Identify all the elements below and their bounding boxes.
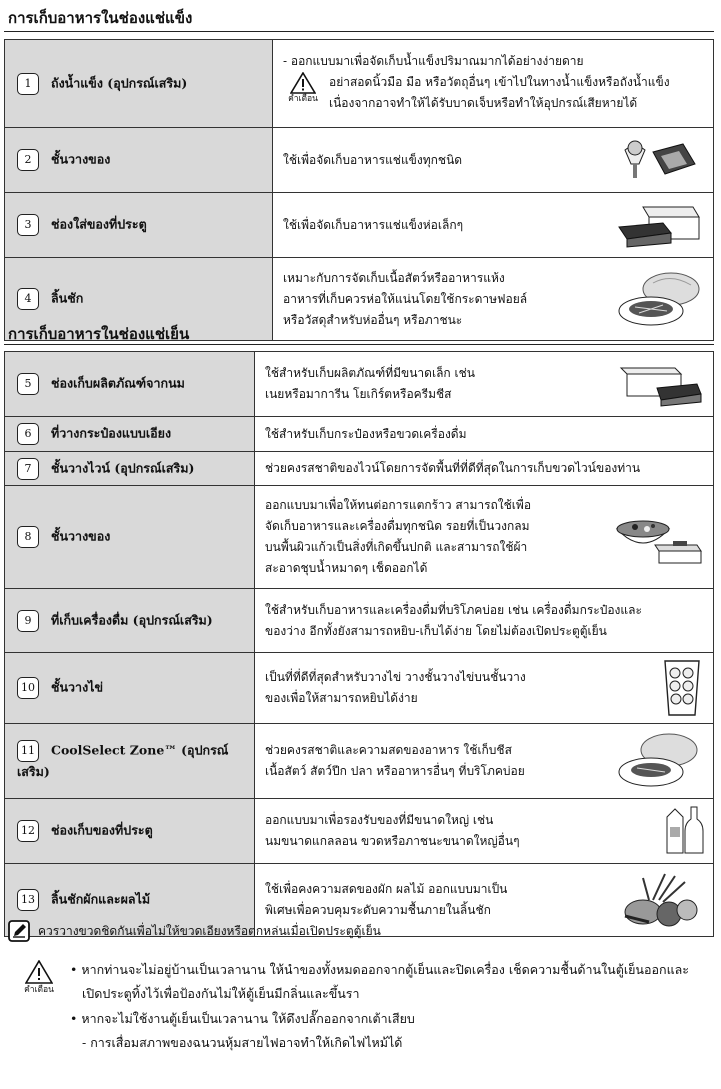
item-number: 10 bbox=[17, 677, 39, 699]
item-number: 4 bbox=[17, 288, 39, 310]
freezer-table bbox=[4, 39, 714, 341]
warning-list bbox=[70, 958, 689, 1056]
warning-text: อย่าสอดนิ้วมือ มือ หรือวัตถุอื่นๆ เข้าไปในทางน้ำแข็งหรือถังน้ำแข็ง bbox=[329, 74, 670, 89]
warning-label: คำเตือน bbox=[24, 985, 54, 995]
table-row bbox=[5, 352, 714, 417]
item-number: 9 bbox=[17, 610, 39, 632]
warning-item: - การเสื่อมสภาพของฉนวนหุ้มสายไฟอาจทำให้เกิดไฟไหม้ได้ bbox=[82, 1035, 403, 1051]
fridge-section-title: การเก็บอาหารในช่องแช่เย็น bbox=[8, 325, 190, 343]
item-name: ชั้นวางไข่ bbox=[51, 679, 104, 695]
meat-plate-icon bbox=[613, 267, 705, 331]
salad-bowl-icon bbox=[613, 507, 705, 567]
item-name: ช่องเก็บผลิตภัณฑ์จากนม bbox=[51, 375, 185, 391]
dairy-box-icon bbox=[613, 358, 705, 410]
item-description: ช่วยคงรสชาติของไวน์โดยการจัดพื้นที่ที่ดีที่สุดในการเก็บขวดไวน์ของท่าน bbox=[265, 461, 641, 475]
item-description: เป็นที่ที่ดีที่สุดสำหรับวางไข่ วางชั้นวางไข่บนชั้นวาง bbox=[265, 670, 526, 684]
item-description: เนื้อสัตว์ สัตว์ปีก ปลา หรืออาหารอื่นๆ ที่บริโภคบ่อย bbox=[265, 764, 525, 778]
item-name: ชั้นวางไวน์ (อุปกรณ์เสริม) bbox=[51, 460, 195, 475]
note bbox=[8, 920, 381, 942]
item-number: 1 bbox=[17, 73, 39, 95]
table-row bbox=[5, 40, 714, 128]
table-row bbox=[5, 589, 714, 653]
item-number: 2 bbox=[17, 149, 39, 171]
note-text: ควรวางขวดชิดกันเพื่อไม่ให้ขวดเอียงหรือตกหล่นเมื่อเปิดประตูตู้เย็น bbox=[38, 923, 381, 938]
item-description: หรือวัสดุสำหรับห่ออื่นๆ หรือภาชนะ bbox=[283, 312, 463, 327]
item-number: 3 bbox=[17, 214, 39, 236]
warning-label: คำเตือน bbox=[288, 93, 318, 104]
item-number: 8 bbox=[17, 526, 39, 548]
warning-item: • หากจะไม่ใช้งานตู้เย็นเป็นเวลานาน ให้ดึงปลั๊กออกจากเต้าเสียบ bbox=[70, 1010, 415, 1026]
table-row bbox=[5, 128, 714, 193]
table-row bbox=[5, 193, 714, 258]
item-description: เหมาะกับการจัดเก็บเนื้อสัตว์หรืออาหารแห้ง bbox=[283, 270, 505, 285]
item-description: สะอาดชุบน้ำหมาดๆ เช็ดออกได้ bbox=[265, 561, 428, 575]
item-description: ใช้สำหรับเก็บกระป๋องหรือขวดเครื่องดื่ม bbox=[265, 426, 467, 441]
item-description: ใช้สำหรับเก็บอาหารและเครื่องดื่มที่บริโภคบ่อย เช่น เครื่องดื่มกระป๋องและ bbox=[265, 602, 642, 617]
bottom-warning bbox=[16, 958, 689, 1056]
item-description: - ออกแบบมาเพื่อจัดเก็บน้ำแข็งปริมาณมากได้อย่างง่ายดาย bbox=[283, 53, 584, 68]
warning-box bbox=[283, 72, 705, 114]
item-description: ช่วยคงรสชาติและความสดของอาหาร ใช้เก็บชีส bbox=[265, 743, 512, 757]
meat-cheese-icon bbox=[613, 730, 705, 792]
item-name: ที่วางกระป๋องแบบเอียง bbox=[51, 425, 172, 441]
item-description: พิเศษเพื่อควบคุมระดับความชื้นภายในลิ้นชัก bbox=[265, 903, 491, 917]
item-description: เนยหรือมาการีน โยเกิร์ตหรือครีมชีส bbox=[265, 387, 452, 401]
table-row bbox=[5, 799, 714, 864]
item-description: จัดเก็บอาหารและเครื่องดื่มทุกชนิด รอยที่เป็นวงกลม bbox=[265, 519, 530, 533]
item-description: นมขนาดแกลลอน ขวดหรือภาชนะขนาดใหญ่อื่นๆ bbox=[265, 834, 520, 848]
egg-tray-icon bbox=[613, 659, 705, 717]
item-description: ออกแบบมาเพื่อรองรับของที่มีขนาดใหญ่ เช่น bbox=[265, 813, 494, 827]
item-name: ลิ้นชัก bbox=[51, 290, 84, 306]
warning-triangle-icon bbox=[283, 72, 323, 107]
table-row bbox=[5, 452, 714, 486]
item-name: ถังน้ำแข็ง (อุปกรณ์เสริม) bbox=[51, 75, 188, 90]
note-pencil-icon bbox=[8, 920, 30, 942]
item-number: 5 bbox=[17, 373, 39, 395]
warning-text: เนื่องจากอาจทำให้ได้รับบาดเจ็บหรือทำให้อุปกรณ์เสียหายได้ bbox=[329, 95, 638, 110]
table-row bbox=[5, 724, 714, 799]
item-description: ของว่าง อีกทั้งยังสามารถหยิบ-เก็บได้ง่าย โดยไม่ต้องเปิดประตูตู้เย็น bbox=[265, 623, 607, 638]
item-name: ที่เก็บเครื่องดื่ม (อุปกรณ์เสริม) bbox=[51, 612, 213, 627]
item-number: 6 bbox=[17, 423, 39, 445]
warning-triangle-icon bbox=[16, 960, 62, 1056]
item-description: ออกแบบมาเพื่อให้ทนต่อการแตกร้าว สามารถใช้เพื่อ bbox=[265, 498, 532, 512]
item-description: ของเพื่อให้สามารถหยิบได้ง่าย bbox=[265, 691, 418, 705]
milk-bottle-icon bbox=[613, 805, 705, 857]
table-row bbox=[5, 653, 714, 724]
item-name: ชั้นวางของ bbox=[51, 151, 111, 167]
item-number: 7 bbox=[17, 458, 39, 480]
warning-item: เปิดประตูทิ้งไว้เพื่อป้องกันไม่ให้ตู้เย็นมีกลิ่นและขึ้นรา bbox=[82, 986, 360, 1002]
item-description: ใช้สำหรับเก็บผลิตภัณฑ์ที่มีขนาดเล็ก เช่น bbox=[265, 366, 475, 380]
item-name: ช่องเก็บของที่ประตู bbox=[51, 822, 153, 838]
frozen-food-icon bbox=[613, 134, 705, 186]
item-name: CoolSelect Zone™ (อุปกรณ์เสริม) bbox=[17, 742, 229, 779]
item-description: ใช้เพื่อจัดเก็บอาหารแช่แข็งห่อเล็กๆ bbox=[283, 217, 464, 232]
item-name: ชั้นวางของ bbox=[51, 528, 111, 544]
table-row bbox=[5, 417, 714, 452]
item-description: บนพื้นผิวแก้วเป็นสิ่งที่เกิดขึ้นปกติ และสามารถใช้ผ้า bbox=[265, 540, 528, 554]
freezer-section-title: การเก็บอาหารในช่องแช่แข็ง bbox=[8, 9, 193, 27]
item-number: 12 bbox=[17, 820, 39, 842]
item-name: ลิ้นชักผักและผลไม้ bbox=[51, 891, 151, 907]
freezer-title-rule bbox=[4, 31, 714, 32]
item-description: อาหารที่เก็บควรห่อให้แน่นโดยใช้กระดาษฟอยล์ bbox=[283, 291, 528, 306]
item-description: ใช้เพื่อคงความสดของผัก ผลไม้ ออกแบบมาเป็น bbox=[265, 882, 508, 896]
item-number: 13 bbox=[17, 889, 39, 911]
small-packages-icon bbox=[613, 199, 705, 251]
vegetables-icon bbox=[613, 870, 705, 930]
fridge-title-rule bbox=[4, 344, 714, 345]
warning-item: • หากท่านจะไม่อยู่บ้านเป็นเวลานาน ให้นำของทั้งหมดออกจากตู้เย็นและปิดเครื่อง เช็ดความชื้นด้านในตู้เย็นออกและ bbox=[70, 962, 689, 977]
item-name: ช่องใส่ของที่ประตู bbox=[51, 216, 147, 232]
fridge-table bbox=[4, 351, 714, 937]
item-description: ใช้เพื่อจัดเก็บอาหารแช่แข็งทุกชนิด bbox=[283, 152, 463, 167]
item-number: 11 bbox=[17, 740, 39, 762]
table-row bbox=[5, 486, 714, 589]
